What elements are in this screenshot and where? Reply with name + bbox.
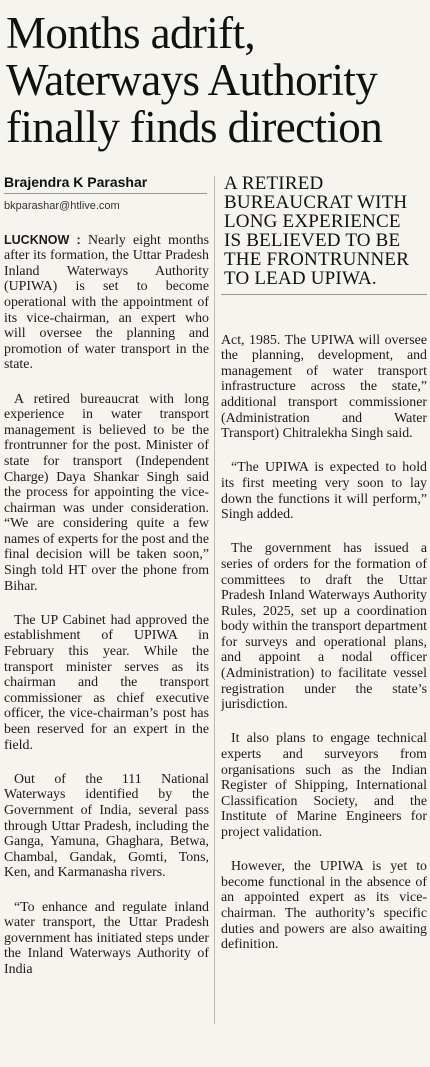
right-column <box>221 174 427 997</box>
byline: Brajendra K Parashar <box>4 174 207 194</box>
left-column <box>4 174 209 1067</box>
paragraph: However, the UPIWA is yet to become functional in the absence of an appointed expert as its vice-chairman. The authority’s specific duties and powers are also awaiting definition. <box>221 859 427 953</box>
right-body <box>221 317 427 997</box>
paragraph: “The UPIWA is expected to hold its first meeting very soon to lay down the functions it will perform,” Singh added. <box>221 460 427 523</box>
column-divider <box>214 176 215 1024</box>
left-body <box>4 217 209 1067</box>
paragraph-text: Nearly eight months after its formation, the Uttar Pradesh Inland Waterways Authority (UPIWA) is set to become operational with the appointment of its vice-chairman, an expert who will oversee the planning and promotion of water transport in the state. <box>4 232 209 373</box>
paragraph <box>4 233 209 373</box>
headline: Months adrift, Waterways Authority finally finds direction <box>6 8 383 152</box>
paragraph: Act, 1985. The UPIWA will oversee the planning, development, and management of water transport infrastructure across the state,” additional transport commissioner (Administration and Water Transport) Chitralekha Singh said. <box>221 332 427 442</box>
paragraph: A retired bureaucrat with long experience in water transport management is believed to be the frontrunner for the post. Minister of state for transport (Independent Charge) Daya Shankar Singh said the process for appointing the vice-chairman was under consideration. “We are considering quite a few names of experts for the post and the final decision will be taken soon,” Singh told HT over the phone from Bihar. <box>4 391 209 594</box>
dateline: LUCKNOW : <box>4 232 81 247</box>
paragraph: The government has issued a series of orders for the formation of committees to draft the Uttar Pradesh Inland Waterways Authority Rules, 2025, set up a coordination body within the transport department for surveys and operational plans, and appoint a nodal officer (Administration) to facilitate vessel registration under the state’s jurisdiction. <box>221 541 427 713</box>
paragraph: The UP Cabinet had approved the establishment of UPIWA in February this year. While the transport minister serves as its chairman and the transport commissioner as chief executive officer, the vice-chairman’s post has been reserved for an expert in the field. <box>4 612 209 753</box>
paragraph: It also plans to engage technical experts and surveyors from organisations such as the Indian Register of Shipping, International Classification Society, and the Institute of Marine Engineers for project validation. <box>221 731 427 840</box>
author-email: bkparashar@htlive.com <box>4 200 120 212</box>
paragraph: Out of the 111 National Waterways identified by the Government of India, several pass through Uttar Pradesh, including the Ganga, Yamuna, Ghaghara, Betwa, Chambal, Gandak, Gomti, Tons, Ken, and Karmanasha rivers. <box>4 771 209 881</box>
paragraph: “To enhance and regulate inland water transport, the Uttar Pradesh government has initiated steps under the Inland Waterways Authority of India <box>4 899 209 977</box>
pull-quote: A RETIRED BUREAUCRAT WITH LONG EXPERIENCE IS BELIEVED TO BE THE FRONTRUNNER TO LEAD UPIWA. <box>221 174 427 295</box>
